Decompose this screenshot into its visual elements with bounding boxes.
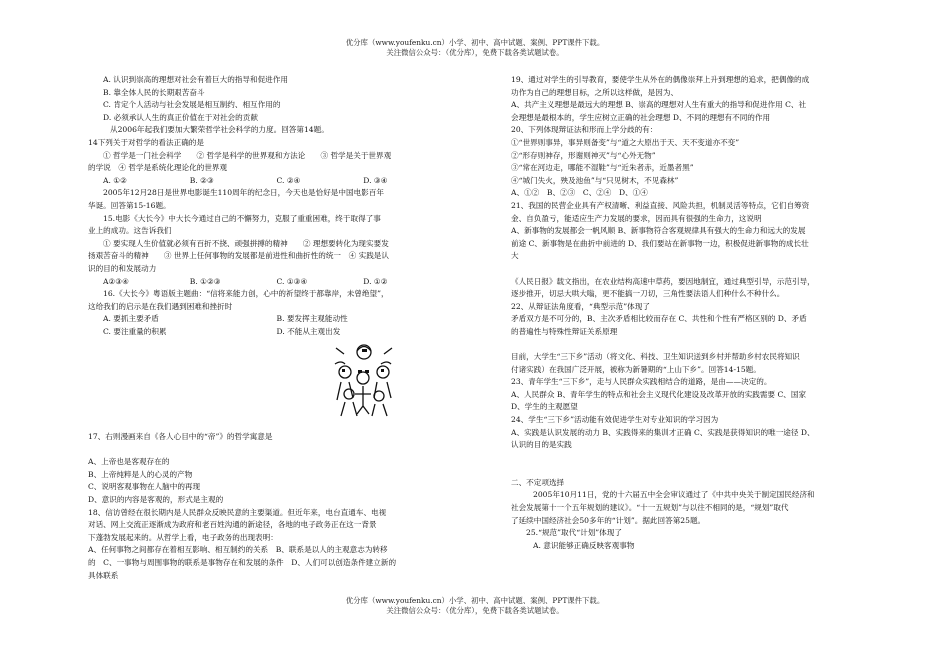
footer-line-1: 优分库（www.youfenku.cn）小学、初中、高中试题、案例、PPT课件下载。 <box>345 596 605 605</box>
q19-options: A、共产主义理想是最远大的理想 B、崇高的理想对人生有重大的指导和促进作用 C、社 <box>511 100 807 110</box>
q22-intro-cont: 逐步推开，切忌大哄大嗡，更不能搞一刀切，三角性要法语人们种什么不种什么。 <box>511 289 785 299</box>
q23-intro-cont: 付诸实践）在我国广泛开展，被称为新暑期的“上山下乡”。回答14-15题。 <box>511 364 761 374</box>
q25-option-a: A. 意识能够正确反映客观事物 <box>533 540 635 550</box>
q21-options: A、新事物的发展都会一帆风顺 B、新事物符合客观规律具有强大的生命力和远大的发展 <box>511 226 806 236</box>
q24-stem: 24、学生“三下乡”活动能有效促进学生对专业知识的学习因为 <box>511 415 719 425</box>
q16-option: B. 要发挥主观能动性 <box>276 314 348 324</box>
q14-stem: 14下列关于对哲学的看法正确的是 <box>88 137 204 147</box>
q13-option-d: D. 必须承认人生的真正价值在于对社会的贡献 <box>103 112 258 122</box>
q16-option: D. 不能从主观出发 <box>276 326 341 336</box>
q21-stem-cont: 金、自负盈亏，能适应生产力发展的要求，因而具有很强的生命力，这说明 <box>511 213 762 223</box>
q23-options: A、人民群众 B、青年学生的特点和社会主义现代化建设及改革开放的实践需要 C、国家 <box>511 389 807 399</box>
q14-option: A. ①② <box>103 175 127 185</box>
q21-stem: 21、我国的民营企业具有产权清晰、利益直接、风险共担，机制灵活等特点，它们自筹资 <box>511 200 810 210</box>
q18-options-cont: 的 C、一事物与周围事物的联系是事物存在和发展的条件 D、人们可以创造条件建立新的 <box>88 558 397 567</box>
q20-options: A、①② B、②③ C、②④ D、①④ <box>511 188 648 198</box>
right-column <box>511 74 869 552</box>
q22-options: 矛盾双方是不可分的，B、主次矛盾相比较而存在 C、共性和个性有严格区别的 D、矛盾 <box>511 314 807 324</box>
q18-options: A、任何事物之间都存在着相互影响、相互制约的关系 B、联系是以人的主观意志为转移 <box>88 545 388 555</box>
section-heading: 二、不定项选择 <box>511 477 565 487</box>
cartoon-illustration <box>333 342 395 420</box>
q21-options-end: 大 <box>511 251 519 261</box>
q15-option: A②③④ <box>103 276 129 286</box>
q17-option-b: B、上帝纯粹是人的心灵的产物 <box>88 469 193 479</box>
q16-stem-cont: 这给我们的启示是在我们遇到困难和挫折时 <box>88 301 233 311</box>
q23-stem: 23、青年学生“三下乡”，走与人民群众实践相结合的道路，是由——决定的。 <box>511 377 772 387</box>
q15-options <box>88 276 450 289</box>
q15-statements-end: 识的目的和发展动力 <box>88 263 157 273</box>
q13-option-a: A. 认识到崇高的理想对社会有着巨大的指导和促进作用 <box>103 75 288 84</box>
q19-stem-cont: 功作为自己的理想目标，之所以这样做，是因为、 <box>511 87 679 97</box>
page-header <box>0 38 950 58</box>
q25-intro-end: 了延续中国经济社会50多年的“计划”。据此回答第25题。 <box>511 515 706 525</box>
q15-stem-cont: 业上的成功。这告诉我们 <box>88 226 172 236</box>
q18-stem-cont: 对话、网上交流正逐渐成为政府和老百姓沟通的新途径，各地的电子政务正在这一背景 <box>88 520 377 530</box>
q15-option: B. ①②③ <box>189 276 221 286</box>
q13-option-b: B. 靠全体人民的长期艰苦奋斗 <box>103 87 205 97</box>
q15-option: D. ①② <box>363 276 388 286</box>
q14-intro: 从2006年起我们要加大繁荣哲学社会科学的力度。回答第14题。 <box>110 125 329 135</box>
q17-option-a: A、上帝也是客观存在的 <box>88 457 170 467</box>
q19-stem: 19、通过对学生的引导教育，要使学生从外在的偶像崇拜上升到理想的追求，把偶像的成 <box>511 75 810 84</box>
q20-stem: 20、下列体现辩证法和形而上学分歧的有： <box>511 125 658 135</box>
q15-option: C. ①③④ <box>276 276 308 286</box>
q17-option-c: C、说明客观事物在人脑中的再现 <box>88 482 201 492</box>
q23-intro: 目前，大学生“三下乡”活动（将文化、科技、卫生知识送到乡村并帮助乡村农民将知识 <box>511 352 800 362</box>
q22-intro: 《人民日报》载文指出，在农业结构高速中草药，要因地制宜，通过典型引导，示范引导， <box>511 276 815 286</box>
q17-option-d: D、意识的内容是客观的，形式是主观的 <box>88 495 224 505</box>
q14-option: B. ②③ <box>189 175 214 185</box>
footer-line-2: 关注微信公众号：（优分库），免费下载各类试题试卷。 <box>386 606 564 615</box>
q14-statements: ① 哲学是一门社会科学 ② 哲学是科学的世界观和方法论 ③ 哲学是关于世界观 <box>103 150 392 160</box>
q14-option: D. ③④ <box>363 175 388 185</box>
q24-options: A、实践是认识发展的动力 B、实践得来的集训才正确 C、实践是获得知识的唯一途径 D、 <box>511 427 815 437</box>
header-line-2: 关注微信公众号：（优分库），免费下载各类试题试卷。 <box>386 48 564 57</box>
q17-stem: 17、右则漫画来自《各人心目中的“帝”》的哲学寓意是 <box>88 432 273 442</box>
q22-stem: 22、从辩证法角度看，“典型示范”体现了 <box>511 301 650 311</box>
q16-option: C. 要注重量的积累 <box>103 326 167 336</box>
q16-options-row-2 <box>88 326 450 339</box>
q20-statement-3: ③“常在河边走，哪能不湿鞋”与“近朱者赤，近墨者黑” <box>511 163 694 173</box>
q15-statements: ① 要实现人生价值就必须有百折不挠、顽强拼搏的精神 ② 理想要转化为现实要发 <box>103 238 389 248</box>
q22-options-cont: 的普遍性与特殊性辩证关系原理 <box>511 326 618 336</box>
header-line-1: 优分库（www.youfenku.cn）小学、初中、高中试题、案例、PPT课件下载。 <box>345 38 605 47</box>
q13-option-c: C. 肯定个人活动与社会发展是相互制约、相互作用的 <box>103 100 281 110</box>
q14-option: C. ②④ <box>276 175 301 185</box>
q25-intro-cont: 社会发展第十一个五年规划的建议》。“十一五规划”与以往不相同的是，“规划”取代 <box>511 503 789 512</box>
q24-options-cont: 认识的目的是实践 <box>511 440 572 450</box>
q23-options-cont: D、学生的主观愿望 <box>511 402 578 412</box>
q20-statement-2: ②“形存则神存，形谢则神灭”与“心外无物” <box>511 150 656 160</box>
q15-intro-cont: 华诞。回答第15-16题。 <box>88 200 171 210</box>
q15-intro: 2005年12月28日是世界电影诞生110周年的纪念日，今天也是恰好是中国电影百年 <box>103 188 384 198</box>
q20-statement-4: ④“城门失火，殃及池鱼”与“只见树木，不见森林” <box>511 175 679 185</box>
q19-options-cont: 会理想是最根本的，学生应树立正确的社会理想 D、不同的理想有不同的作用 <box>511 112 771 122</box>
q16-options-row-1 <box>88 313 450 326</box>
q14-statements-cont: 的学说 ④ 哲学是系统化理论化的世界观 <box>88 163 228 173</box>
page-footer <box>0 596 950 616</box>
q20-statement-1: ①“世界则事异，事异则备变”与“道之大原出于天、天不变道亦不变” <box>511 137 740 147</box>
q25-intro: 2005年10月11日，党的十六届五中全会审议通过了《中共中央关于制定国民经济和 <box>533 490 815 500</box>
q14-options <box>88 175 450 188</box>
q25-stem: 25.“规范”取代“计划”体现了 <box>526 528 622 538</box>
q21-options-cont: 前途 C、新事物是在曲折中前进的 D、我们要站在新事物一边，积极促进新事物的成长壮 <box>511 238 809 248</box>
q16-option: A. 要抓主要矛盾 <box>103 314 159 324</box>
q18-stem-end: 下蓬勃发展起来的。从哲学上看，电子政务的出现表明： <box>88 532 278 542</box>
left-column <box>88 74 450 582</box>
q18-stem: 18、信访曾经在很长期内是人民群众反映民意的主要渠道。但近年来，电台直通车、电视 <box>88 507 387 517</box>
q16-stem: 16.《大长今》粤语版主题曲：“信将来能力创，心中的祈望终于都靠岸，未曾绝望”， <box>103 289 389 299</box>
q18-options-end: 具体联系 <box>88 570 119 580</box>
q15-stem: 15.电影《大长今》中大长今通过自己的不懈努力，克服了重重困难，终于取得了事 <box>103 213 381 223</box>
q15-statements-cont: 扬艰苦奋斗的精神 ③ 世界上任何事物的发展都是前进性和曲折性的统一 ④ 实践是认 <box>88 251 389 261</box>
